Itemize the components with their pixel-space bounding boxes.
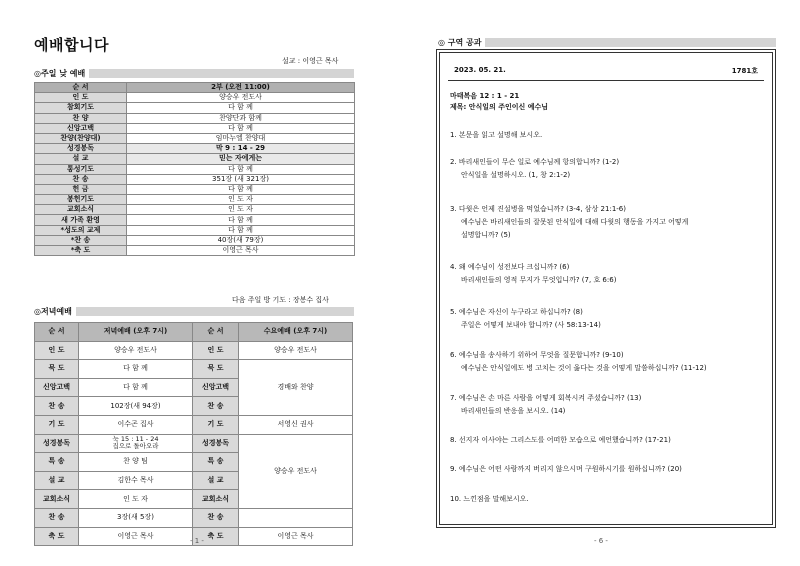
order-value: 찬양단과 함께 — [127, 113, 355, 123]
table-row — [35, 93, 355, 103]
question-sub: 예수님은 바리새인들의 잘못된 안식일에 대해 다윗의 행동을 가지고 어떻게 — [461, 218, 689, 226]
order-value: 다 함 께 — [79, 378, 193, 397]
sermon-title: 집으로 돌아오라 — [112, 442, 159, 451]
question-item — [450, 493, 766, 506]
lesson-passage: 마태복음 12 : 1 - 21 — [450, 92, 520, 100]
col-header-order: 순 서 — [35, 323, 79, 342]
order-label: 인 도 — [35, 93, 127, 103]
table-row — [35, 205, 355, 215]
page-number: - 6 - — [594, 537, 608, 545]
question-item — [450, 261, 766, 287]
morning-worship-table — [34, 82, 355, 256]
question-item — [450, 434, 766, 447]
page-title: 예배합니다 — [34, 36, 109, 54]
order-label: 헌 금 — [35, 184, 127, 194]
question-text: 5. 예수님은 자신이 누구라고 하십니까? (8) — [450, 308, 583, 316]
order-label: 찬 송 — [193, 508, 239, 527]
evening-worship-table — [34, 322, 353, 546]
scripture-cell — [79, 434, 193, 453]
table-row — [35, 133, 355, 143]
wed-leader: 양승우 전도사 — [239, 341, 353, 360]
order-label: 특 송 — [35, 453, 79, 472]
order-label: 성경봉독 — [35, 144, 127, 154]
question-text: 7. 예수님은 손 마른 사람을 어떻게 회복시켜 주셨습니까? (13) — [450, 394, 642, 402]
order-value: 다 함 께 — [127, 215, 355, 225]
evening-section-label: ◎저녁예배 — [34, 307, 72, 316]
table-row — [35, 144, 355, 154]
order-value: 3장(새 5장) — [79, 508, 193, 527]
table-row — [35, 154, 355, 164]
order-label: 찬양(찬양대) — [35, 133, 127, 143]
order-label: 교회소식 — [35, 205, 127, 215]
col-header-service: 2부 (오전 11:00) — [127, 83, 355, 93]
order-value: 김한수 목사 — [79, 471, 193, 490]
question-text: 8. 선지자 이사야는 그리스도를 어떠한 모습으로 예언했습니까? (17-21) — [450, 436, 671, 444]
question-item — [450, 349, 766, 375]
order-value: 양승우 전도사 — [79, 341, 193, 360]
divider — [448, 80, 764, 81]
table-row — [35, 235, 355, 245]
order-label: 성경봉독 — [35, 434, 79, 453]
table-row — [35, 103, 355, 113]
question-sub: 주일은 어떻게 보내야 합니까? (사 58:13-14) — [461, 321, 601, 329]
table-row — [35, 360, 353, 379]
wed-benediction: 이영근 목사 — [239, 527, 353, 546]
cell-lesson-section-header — [438, 37, 776, 48]
preacher-line: 설교 : 이영근 목사 — [282, 57, 339, 65]
table-row — [35, 215, 355, 225]
order-label: 신앙고백 — [35, 123, 127, 133]
section-bar-fill — [76, 307, 354, 316]
col-header-wednesday: 수요예배 (오후 7시) — [239, 323, 353, 342]
question-text: 1. 본문을 읽고 설명해 보시오. — [450, 131, 543, 139]
order-label: *성도의 교제 — [35, 225, 127, 235]
question-sub: 안식일을 설명하시오. (1, 창 2:1-2) — [461, 171, 571, 179]
order-label: 찬 송 — [193, 397, 239, 416]
col-header-order: 순 서 — [35, 83, 127, 93]
lesson-header — [454, 66, 758, 76]
order-label: 설 교 — [35, 154, 127, 164]
table-row — [35, 184, 355, 194]
question-sub: 바리새인들의 영적 무지가 무엇입니까? (7, 호 6:6) — [461, 276, 617, 284]
order-value: 양승우 전도사 — [127, 93, 355, 103]
question-text: 4. 왜 예수님이 성전보다 크십니까? (6) — [450, 263, 570, 271]
morning-section-label: ◎주일 낮 예배 — [34, 69, 86, 78]
order-label: 기 도 — [35, 415, 79, 434]
order-value: 351장 (새 321장) — [127, 174, 355, 184]
order-value-empty — [239, 508, 353, 527]
order-value: 인 도 자 — [127, 205, 355, 215]
wed-praise: 경배와 찬양 — [239, 360, 353, 416]
col-header-evening: 저녁예배 (오후 7시) — [79, 323, 193, 342]
table-row — [35, 164, 355, 174]
order-value: 102장(새 94장) — [79, 397, 193, 416]
order-label: 찬 양 — [35, 113, 127, 123]
order-label: 설 교 — [35, 471, 79, 490]
lesson-box-inner — [439, 52, 773, 525]
question-text: 6. 예수님을 송사하기 위하여 무엇을 질문합니까? (9-10) — [450, 351, 624, 359]
order-label: *찬 송 — [35, 235, 127, 245]
question-item — [450, 306, 766, 332]
table-row — [35, 195, 355, 205]
order-label: 신앙고백 — [193, 378, 239, 397]
table-row — [35, 123, 355, 133]
order-value: 인 도 자 — [79, 490, 193, 509]
order-label: 특 송 — [193, 453, 239, 472]
col-header-order: 순 서 — [193, 323, 239, 342]
issue-number: 1781호 — [731, 67, 758, 75]
order-label: 인 도 — [193, 341, 239, 360]
order-label: 참회기도 — [35, 103, 127, 113]
question-item — [450, 463, 766, 476]
order-label: 교회소식 — [193, 490, 239, 509]
order-value: 이영근 목사 — [79, 527, 193, 546]
order-label: 기 도 — [193, 415, 239, 434]
order-value: 임마누엘 찬양대 — [127, 133, 355, 143]
right-page — [400, 0, 800, 566]
question-item — [450, 129, 766, 142]
table-row — [35, 434, 353, 453]
order-label: 묵 도 — [193, 360, 239, 379]
order-label: 신앙고백 — [35, 378, 79, 397]
morning-section-header — [34, 68, 354, 79]
question-item — [450, 392, 766, 418]
table-row — [35, 341, 353, 360]
sermon-title-value: 믿는 자에게는 — [127, 154, 355, 164]
lesson-box — [436, 49, 776, 528]
wed-prayer: 서영신 권사 — [239, 415, 353, 434]
table-header-row — [35, 323, 353, 342]
table-row — [35, 508, 353, 527]
lesson-date: 2023. 05. 21. — [454, 66, 506, 74]
order-value: 다 함 께 — [79, 360, 193, 379]
order-label: 성경봉독 — [193, 434, 239, 453]
section-bar-fill — [89, 69, 354, 78]
order-label: 교회소식 — [35, 490, 79, 509]
question-sub: 예수님은 안식일에도 병 고치는 것이 옳다는 것을 어떻게 말씀하십니까? (11-12) — [461, 364, 707, 372]
order-value: 찬 양 팀 — [79, 453, 193, 472]
evening-section-header — [34, 306, 354, 317]
question-text: 10. 느낀점을 말해보시오. — [450, 495, 529, 503]
table-row — [35, 415, 353, 434]
order-label: 찬 송 — [35, 508, 79, 527]
table-row — [35, 225, 355, 235]
question-text: 3. 다윗은 언제 진설병을 먹었습니까? (3-4, 삼상 21:1-6) — [450, 205, 626, 213]
order-label: 찬 송 — [35, 174, 127, 184]
table-row — [35, 174, 355, 184]
wed-sermon: 양승우 전도사 — [239, 434, 353, 508]
table-row — [35, 113, 355, 123]
order-label: 축 도 — [193, 527, 239, 546]
order-label: 통성기도 — [35, 164, 127, 174]
order-label: 인 도 — [35, 341, 79, 360]
section-bar-fill — [485, 38, 776, 47]
order-value: 다 함 께 — [127, 123, 355, 133]
question-item — [450, 203, 766, 242]
table-row — [35, 246, 355, 256]
order-value: 다 함 께 — [127, 164, 355, 174]
order-label: 묵 도 — [35, 360, 79, 379]
order-value: 다 함 께 — [127, 184, 355, 194]
order-label: 축 도 — [35, 527, 79, 546]
page-number: - 1 - — [190, 537, 204, 545]
order-value: 인 도 자 — [127, 195, 355, 205]
question-sub: 바리새인들의 반응을 보시오. (14) — [461, 407, 566, 415]
order-label: 새 가족 환영 — [35, 215, 127, 225]
order-value: 다 함 께 — [127, 225, 355, 235]
table-header-row — [35, 83, 355, 93]
order-label: 설 교 — [193, 471, 239, 490]
order-label: *축 도 — [35, 246, 127, 256]
order-value: 40장(새 79장) — [127, 235, 355, 245]
question-item — [450, 156, 766, 182]
next-week-prayer: 다음 주일 방 기도 : 장봉수 집사 — [232, 296, 329, 304]
question-sub: 설명합니까? (5) — [461, 231, 511, 239]
order-value: 이영근 목사 — [127, 246, 355, 256]
order-label: 봉헌기도 — [35, 195, 127, 205]
question-text: 9. 예수님은 어떤 사람까지 버리지 않으시며 구원하시기를 원하십니까? (20) — [450, 465, 682, 473]
order-value: 이수곤 집사 — [79, 415, 193, 434]
order-value: 다 함 께 — [127, 103, 355, 113]
scripture-ref: 눅 15 : 11 - 24 — [112, 435, 159, 444]
order-label: 찬 송 — [35, 397, 79, 416]
scripture-value: 막 9 : 14 - 29 — [127, 144, 355, 154]
cell-lesson-section-label: ◎ 구역 공과 — [438, 38, 482, 47]
question-text: 2. 바리새인들이 무슨 일로 예수님께 항의합니까? (1-2) — [450, 158, 620, 166]
lesson-title: 제목: 안식일의 주인이신 예수님 — [450, 103, 549, 111]
